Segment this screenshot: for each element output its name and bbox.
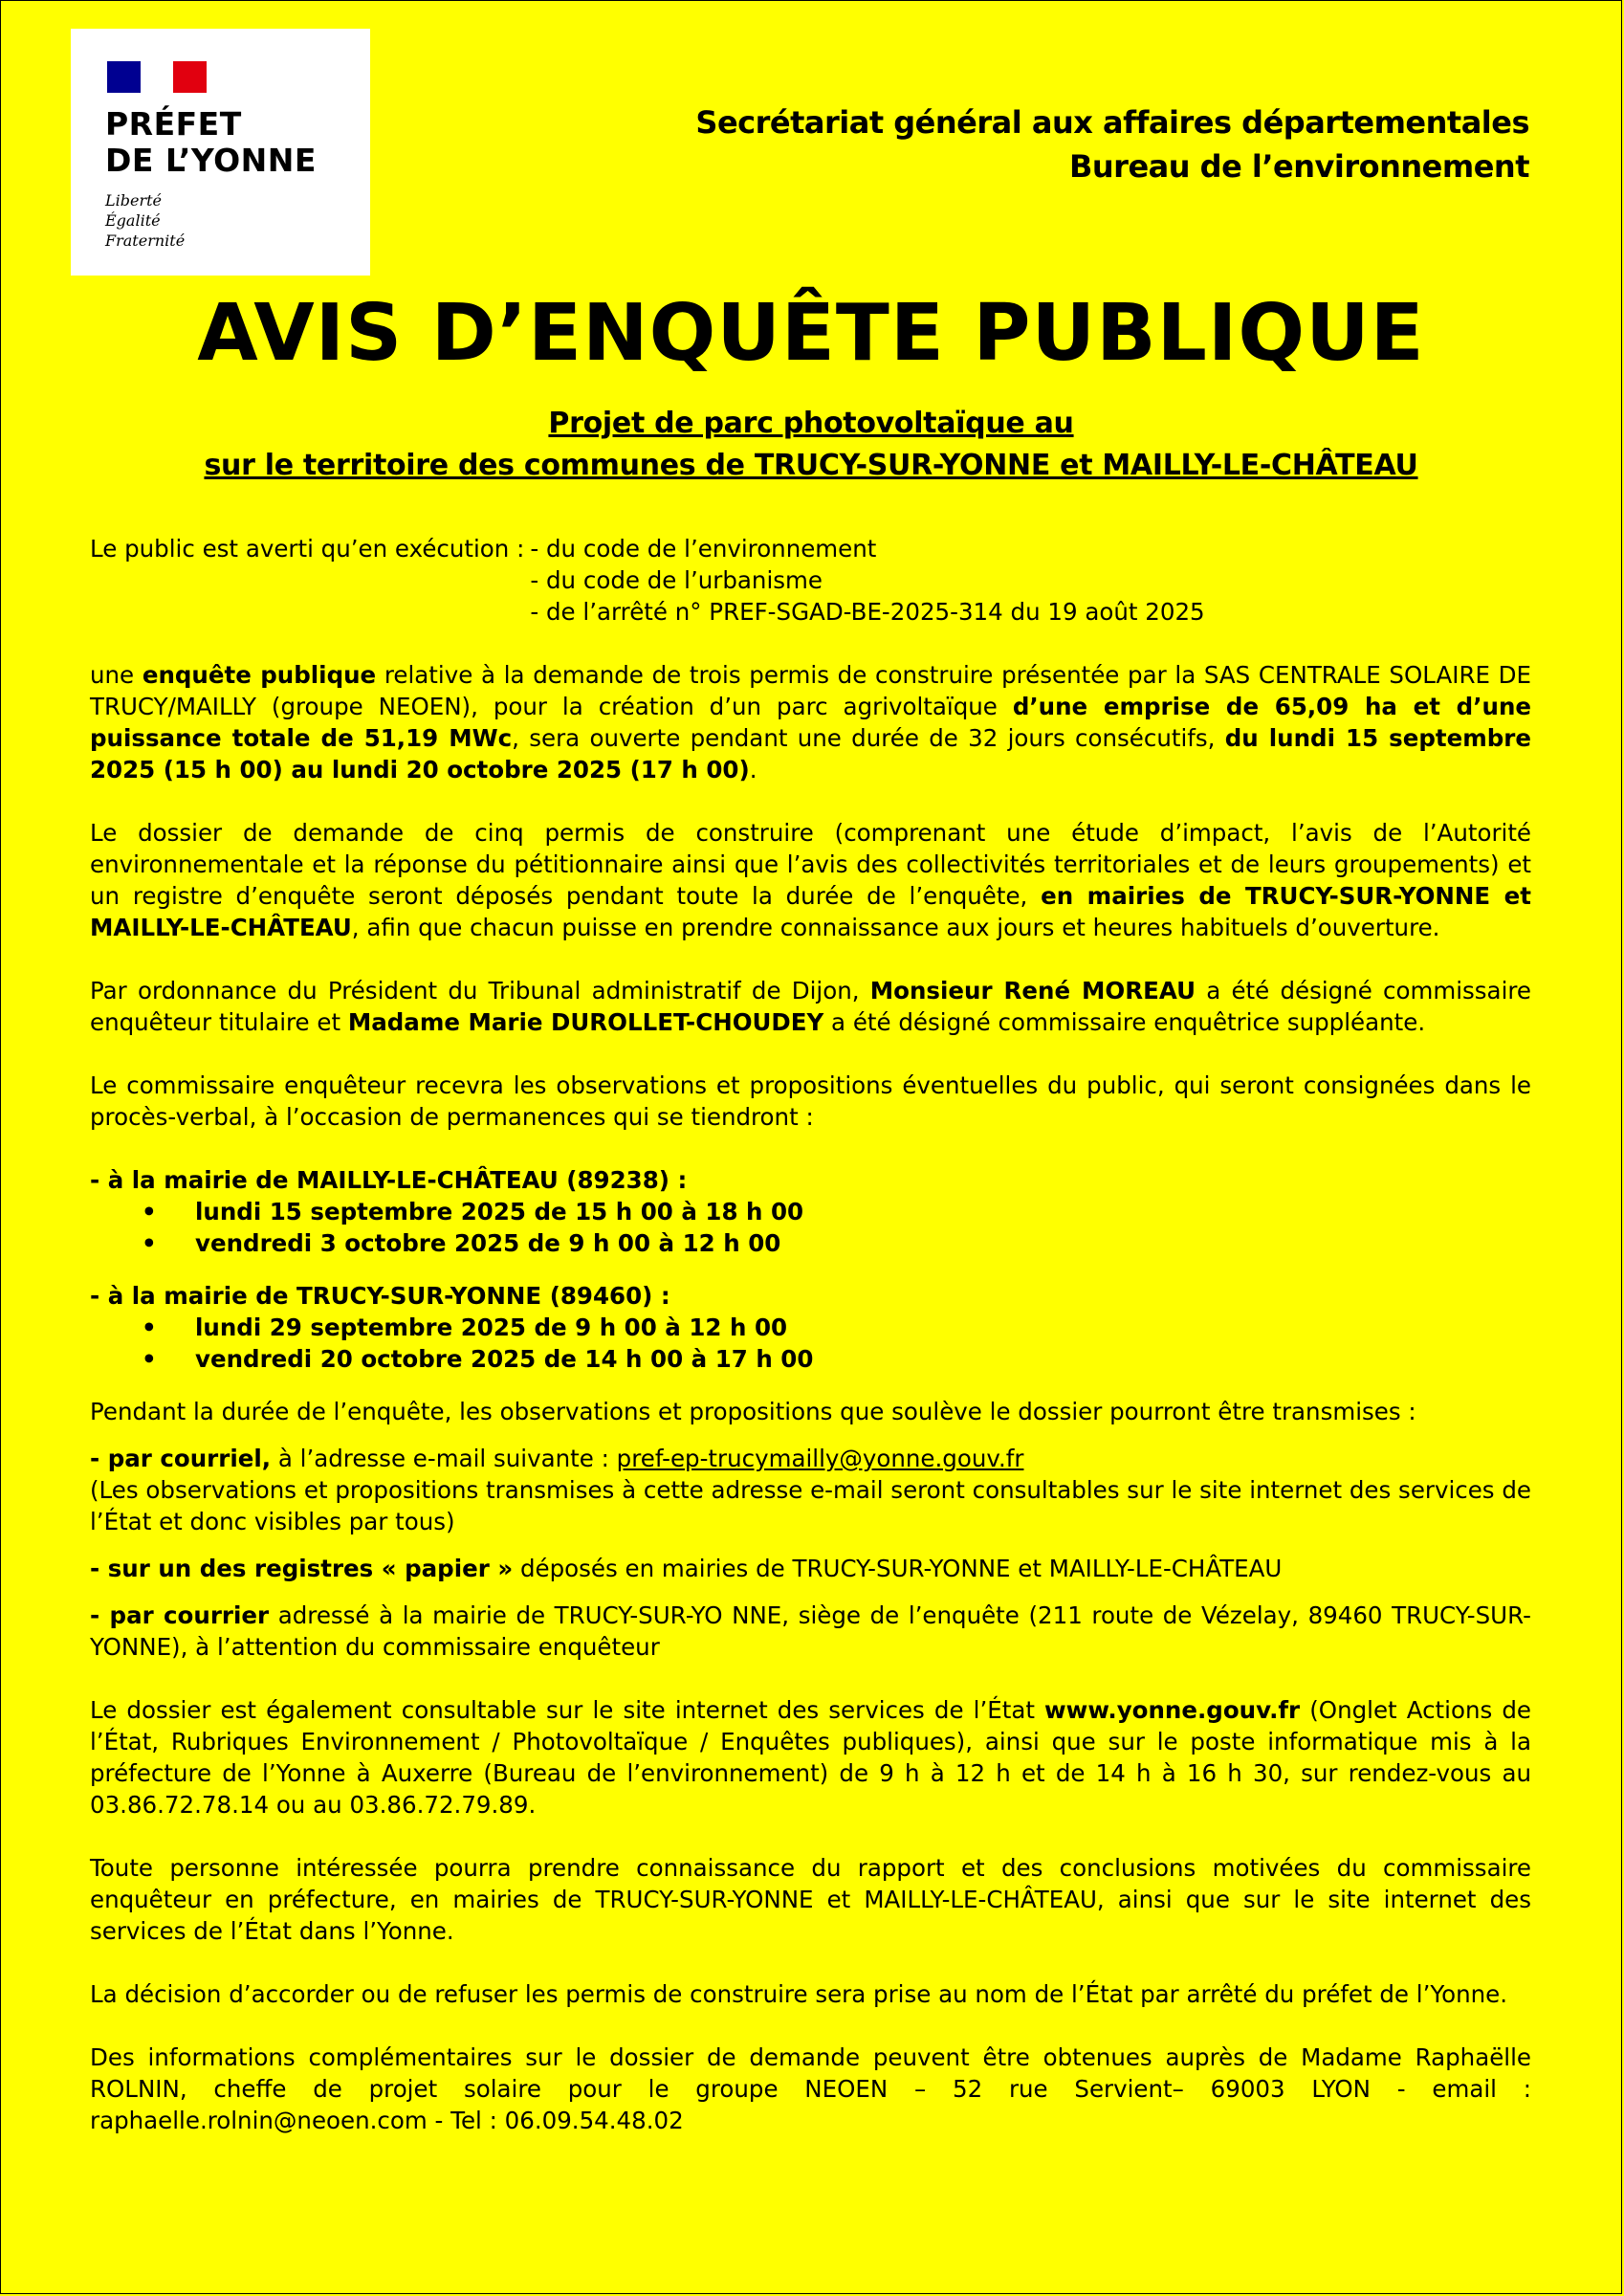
logo-name xyxy=(105,106,370,179)
prefecture-logo xyxy=(71,29,370,276)
legal-basis-item: - de l’arrêté n° PREF-SGAD-BE-2025-314 du 19 août 2025 xyxy=(530,598,1205,626)
contact-email-link[interactable]: pref-ep-trucymailly@yonne.gouv.fr xyxy=(616,1445,1024,1472)
paragraph-commissaire: Par ordonnance du Président du Tribunal administratif de Dijon, Monsieur René MOREAU a été désigné commissaire enquêteur titulaire et Madame Marie DUROLLET-CHOUDEY a été désigné commissaire enquêtrice suppléante. xyxy=(90,977,1531,1036)
paragraph-permanences-intro: Le commissaire enquêteur recevra les observations et propositions éventuelles du public, qui seront consignées dans le procès-verbal, à l’occasion de permanences qui se tiendront : xyxy=(90,1071,1531,1131)
subtitle-line2: sur le territoire des communes de TRUCY-SUR-YONNE et MAILLY-LE-CHÂTEAU xyxy=(204,449,1418,482)
marianne-flag-icon xyxy=(107,61,207,93)
paragraph-contact: Des informations complémentaires sur le dossier de demande peuvent être obtenues auprès de Madame Raphaëlle ROLNIN, cheffe de projet solaire pour le groupe NEOEN – 52 rue Servient– 69003 LYON - email : raphaelle.rolnin@neoen.com - Tel : 06.09.54.48.02 xyxy=(90,2043,1531,2134)
subtitle-line1: Projet de parc photovoltaïque au xyxy=(548,407,1074,440)
legal-basis-list xyxy=(524,533,1204,628)
page-title: AVIS D’ENQUÊTE PUBLIQUE xyxy=(197,288,1425,379)
permanence-trucy-label: - à la mairie de TRUCY-SUR-YONNE (89460) : xyxy=(90,1282,670,1310)
paragraph-transmission: Pendant la durée de l’enquête, les observations et propositions que soulève le dossier pourront être transmises : xyxy=(90,1398,1416,1425)
website-link[interactable]: www.yonne.gouv.fr xyxy=(1044,1696,1301,1724)
paragraph-rapport: Toute personne intéressée pourra prendre connaissance du rapport et des conclusions motivées du commissaire enquêteur en préfecture, en mairies de TRUCY-SUR-YONNE et MAILLY-LE-CHÂTEAU, ainsi que sur le site internet des services de l’État dans l’Yonne. xyxy=(90,1854,1531,1945)
motto-fraternite: Fraternité xyxy=(105,232,186,250)
legal-basis-item: - du code de l’urbanisme xyxy=(530,566,823,594)
notice-body xyxy=(90,533,1531,2136)
paragraph-consultation: Le dossier est également consultable sur le site internet des services de l’État www.yonne.gouv.fr (Onglet Actions de l’État, Rubriques Environnement / Photovoltaïque / Enquêtes publiques), ainsi que sur le poste informatique mis à la préfecture de l’Yonne à Auxerre (Bureau de l’environnement) de 9 h à 12 h et de 14 h à 16 h 30, sur rendez-vous au 03.86.72.78.14 ou au 03.86.72.79.89. xyxy=(90,1696,1531,1819)
paragraph-enquete: une enquête publique relative à la demande de trois permis de construire présentée par la SAS CENTRALE SOLAIRE DE TRUCY/MAILLY (groupe NEOEN), pour la création d’un parc agrivoltaïque d’une emprise de 65,09 ha et d’une puissance totale de 51,19 MWc, sera ouverte pendant une durée de 32 jours consécutifs, du lundi 15 septembre 2025 (15 h 00) au lundi 20 octobre 2025 (17 h 00). xyxy=(90,661,1532,784)
permanence-mailly-label: - à la mairie de MAILLY-LE-CHÂTEAU (89238) : xyxy=(90,1166,688,1194)
permanence-slot: • vendredi 3 octobre 2025 de 9 h 00 à 12 h 00 xyxy=(195,1227,1531,1259)
channel-registres: - sur un des registres « papier » déposés en mairies de TRUCY-SUR-YONNE et MAILLY-LE-CHÂTEAU xyxy=(90,1555,1283,1582)
intro-block xyxy=(90,533,1531,628)
logo-name-line1: PRÉFET xyxy=(105,105,242,143)
header-line1: Secrétariat général aux affaires départementales xyxy=(695,104,1529,141)
logo-name-line2: DE L’YONNE xyxy=(105,142,317,179)
motto-liberte: Liberté xyxy=(105,191,162,210)
paragraph-dossier: Le dossier de demande de cinq permis de construire (comprenant une étude d’impact, l’avis de l’Autorité environnementale et la réponse du pétitionnaire ainsi que l’avis des collectivités territoriales et de leurs groupements) et un registre d’enquête seront déposés pendant toute la durée de l’enquête, en mairies de TRUCY-SUR-YONNE et MAILLY-LE-CHÂTEAU, afin que chacun puisse en prendre connaissance aux jours et heures habituels d’ouverture. xyxy=(90,819,1531,941)
permanence-slot: • vendredi 20 octobre 2025 de 14 h 00 à 17 h 00 xyxy=(195,1343,1531,1375)
channel-courrier: - par courrier adressé à la mairie de TRUCY-SUR-YO NNE, siège de l’enquête (211 route de Vézelay, 89460 TRUCY-SUR-YONNE), à l’attention du commissaire enquêteur xyxy=(90,1601,1531,1661)
intro-lead: Le public est averti qu’en exécution : xyxy=(90,535,525,563)
permanence-trucy-list xyxy=(90,1312,1531,1375)
permanence-slot: • lundi 29 septembre 2025 de 9 h 00 à 12 h 00 xyxy=(195,1312,1531,1343)
legal-basis-item: - du code de l’environnement xyxy=(530,535,877,563)
motto-egalite: Égalité xyxy=(105,211,161,230)
courriel-note: (Les observations et propositions transmises à cette adresse e-mail seront consultables sur le site internet des services de l’État et donc visibles par tous) xyxy=(90,1476,1531,1535)
paragraph-decision: La décision d’accorder ou de refuser les permis de construire sera prise au nom de l’État par arrêté du préfet de l’Yonne. xyxy=(90,1980,1507,2008)
project-subtitle xyxy=(1,403,1621,487)
logo-motto xyxy=(105,190,370,251)
header-line2: Bureau de l’environnement xyxy=(1068,148,1529,185)
permanence-slot: • lundi 15 septembre 2025 de 15 h 00 à 18 h 00 xyxy=(195,1196,1531,1227)
channel-courriel: - par courriel, à l’adresse e-mail suivante : pref-ep-trucymailly@yonne.gouv.fr xyxy=(90,1445,1024,1472)
permanence-mailly-list xyxy=(90,1196,1531,1259)
department-header xyxy=(695,100,1529,188)
